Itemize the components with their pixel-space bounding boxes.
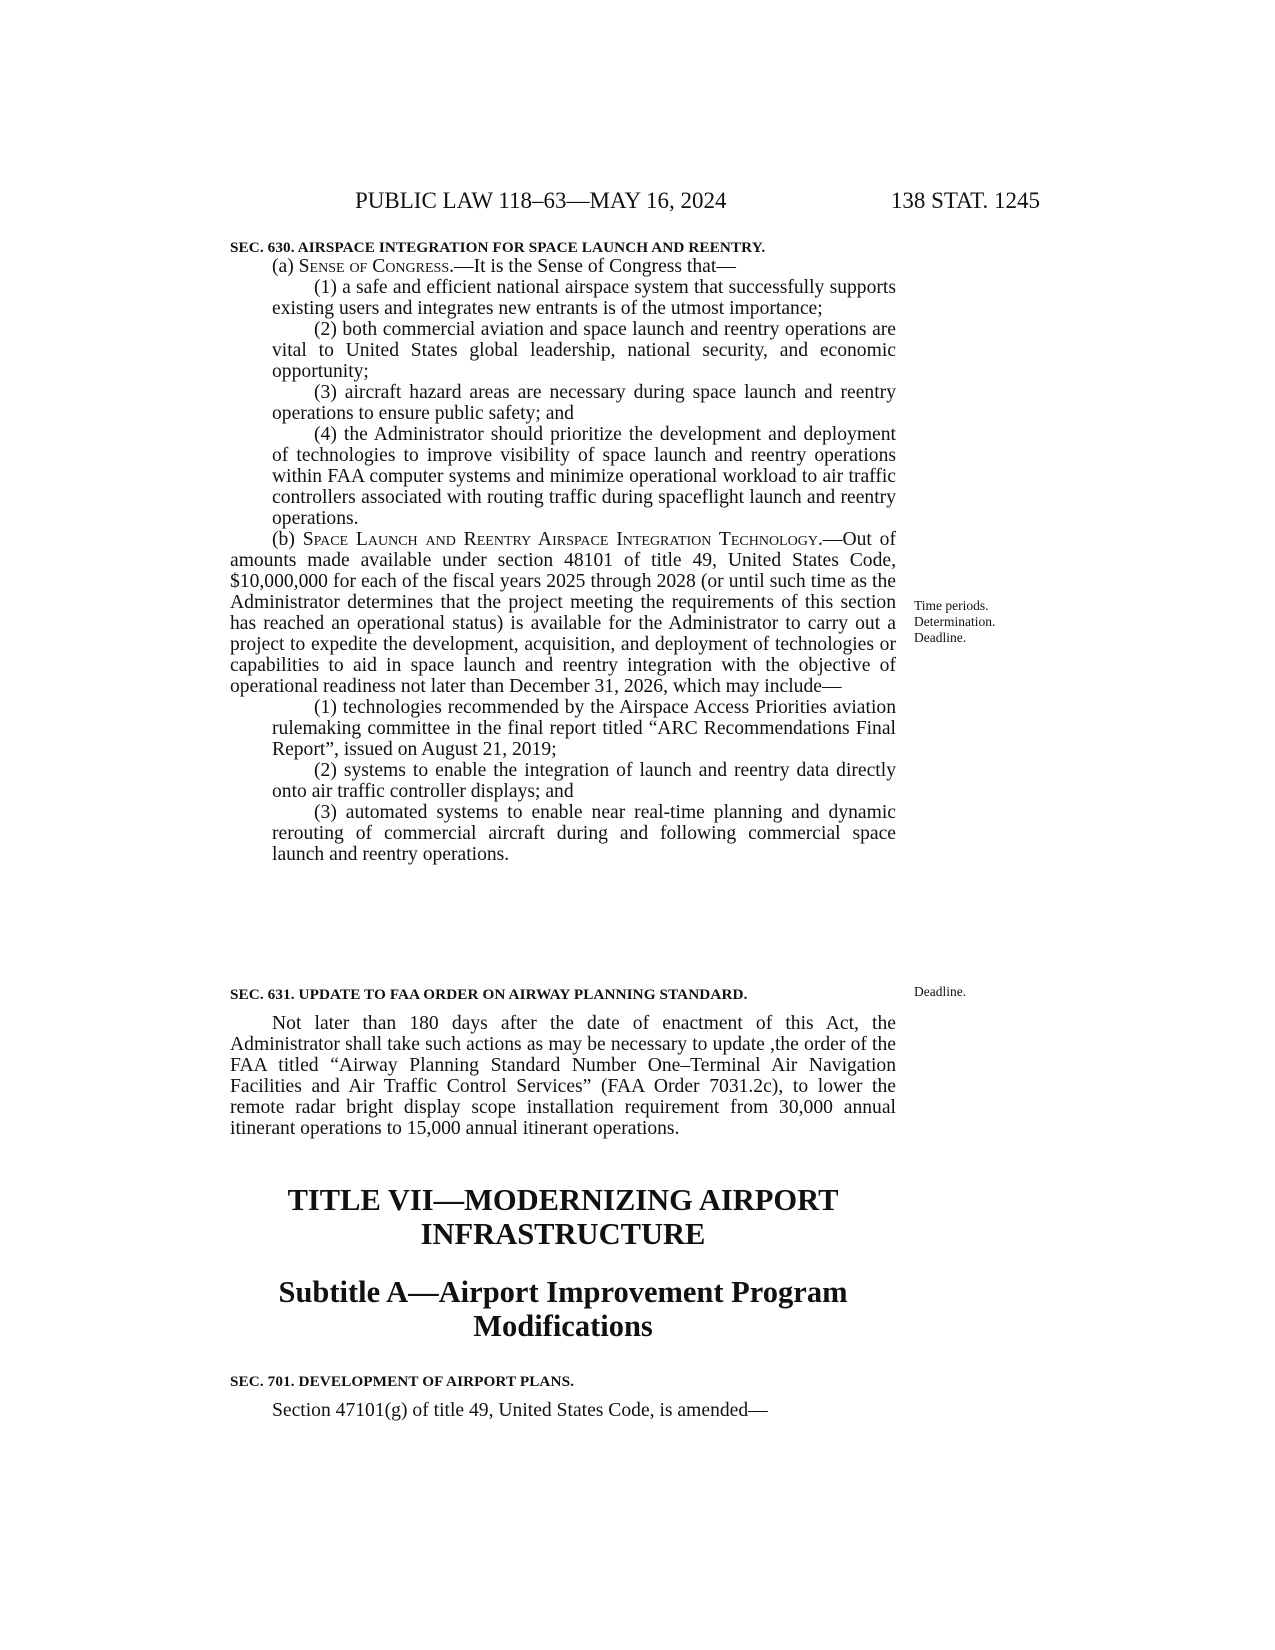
section-631-text: Not later than 180 days after the date of enactment of this Act, the Administrator shall take such actions as may be necessary to update ,the order of the FAA titled “Airway Planning Standard Number One–Terminal Air Navigation Facilities and Air Traffic Control Services” (FAA Order 7031.2c), to lower the remote radar bright display scope installation requirement from 30,000 annual itinerant operations to 15,000 annual itinerant operations. bbox=[230, 1013, 896, 1139]
section-631-body bbox=[230, 1013, 896, 1139]
subtitle-a-heading bbox=[230, 1275, 896, 1343]
subsection-a-heading: Sense of Congress bbox=[298, 256, 450, 277]
subtitle-a-line2: Modifications bbox=[473, 1309, 653, 1343]
subsection-a-label: (a) bbox=[272, 256, 299, 277]
margin-note-line: Determination. bbox=[914, 614, 996, 629]
paragraph-a2: (2) both commercial aviation and space launch and reentry operations are vital to United States global leadership, national security, and economic opportunity; bbox=[272, 319, 896, 382]
margin-note-line: Time periods. bbox=[914, 598, 989, 613]
section-701-text: Section 47101(g) of title 49, United States Code, is amended— bbox=[272, 1400, 768, 1421]
running-head-title: PUBLIC LAW 118–63—MAY 16, 2024 bbox=[355, 188, 727, 213]
section-630-heading: SEC. 630. AIRSPACE INTEGRATION FOR SPACE LAUNCH AND REENTRY. bbox=[230, 239, 766, 256]
margin-note-deadline bbox=[914, 984, 1044, 1000]
section-630 bbox=[230, 237, 896, 258]
title-vii-line1: TITLE VII—MODERNIZING AIRPORT bbox=[287, 1183, 839, 1217]
paragraph-a1: (1) a safe and efficient national airspace system that successfully supports existing users and integrates new entrants is of the utmost importance; bbox=[272, 277, 896, 319]
page-number: 138 STAT. 1245 bbox=[890, 188, 1040, 213]
section-630-body bbox=[230, 256, 896, 865]
margin-note-line: Deadline. bbox=[914, 630, 967, 645]
paragraph-b1: (1) technologies recommended by the Airspace Access Priorities aviation rulemaking committee in the final report titled “ARC Recommendations Final Report”, issued on August 21, 2019; bbox=[272, 697, 896, 760]
subtitle-a-line1: Subtitle A—Airport Improvement Program bbox=[278, 1275, 848, 1309]
section-631 bbox=[230, 984, 896, 1005]
subsection-b-label: (b) bbox=[272, 529, 303, 550]
section-631-heading: SEC. 631. UPDATE TO FAA ORDER ON AIRWAY PLANNING STANDARD. bbox=[230, 986, 748, 1003]
paragraph-a4: (4) the Administrator should prioritize the development and deployment of technologies to improve visibility of space launch and reentry operations within FAA computer systems and minimize operational workload to air traffic controllers associated with routing traffic during spaceflight launch and reentry operations. bbox=[272, 424, 896, 529]
title-vii-heading bbox=[230, 1183, 896, 1251]
margin-note-time-periods bbox=[914, 598, 1044, 646]
title-vii-line2: INFRASTRUCTURE bbox=[420, 1217, 706, 1251]
running-head bbox=[230, 188, 1040, 218]
paragraph-b3: (3) automated systems to enable near real-time planning and dynamic rerouting of commercial aircraft during and following commercial space launch and reentry operations. bbox=[272, 802, 896, 865]
paragraph-a3: (3) aircraft hazard areas are necessary during space launch and reentry operations to ensure public safety; and bbox=[272, 382, 896, 424]
subsection-a bbox=[230, 256, 896, 277]
subsection-b bbox=[230, 529, 896, 697]
subsection-a-text: .—It is the Sense of Congress that— bbox=[449, 256, 736, 277]
margin-note-line: Deadline. bbox=[914, 984, 967, 999]
subsection-b-heading: Space Launch and Reentry Airspace Integration Technology bbox=[302, 529, 818, 550]
subsection-b-text: .—Out of amounts made available under section 48101 of title 49, United States Code, $10,000,000 for each of the fiscal years 2025 through 2028 (or until such time as the Administrator determines that the project meeting the requirements of this section has reached an operational status) is available for the Administrator to carry out a project to expedite the development, acquisition, and deployment of technologies or capabilities to aid in space launch and reentry integration with the objective of operational readiness not later than December 31, 2026, which may include— bbox=[230, 529, 896, 697]
section-701-heading: SEC. 701. DEVELOPMENT OF AIRPORT PLANS. bbox=[230, 1373, 575, 1390]
section-701 bbox=[230, 1371, 896, 1392]
section-701-body bbox=[230, 1400, 896, 1421]
paragraph-b2: (2) systems to enable the integration of launch and reentry data directly onto air traffic controller displays; and bbox=[272, 760, 896, 802]
